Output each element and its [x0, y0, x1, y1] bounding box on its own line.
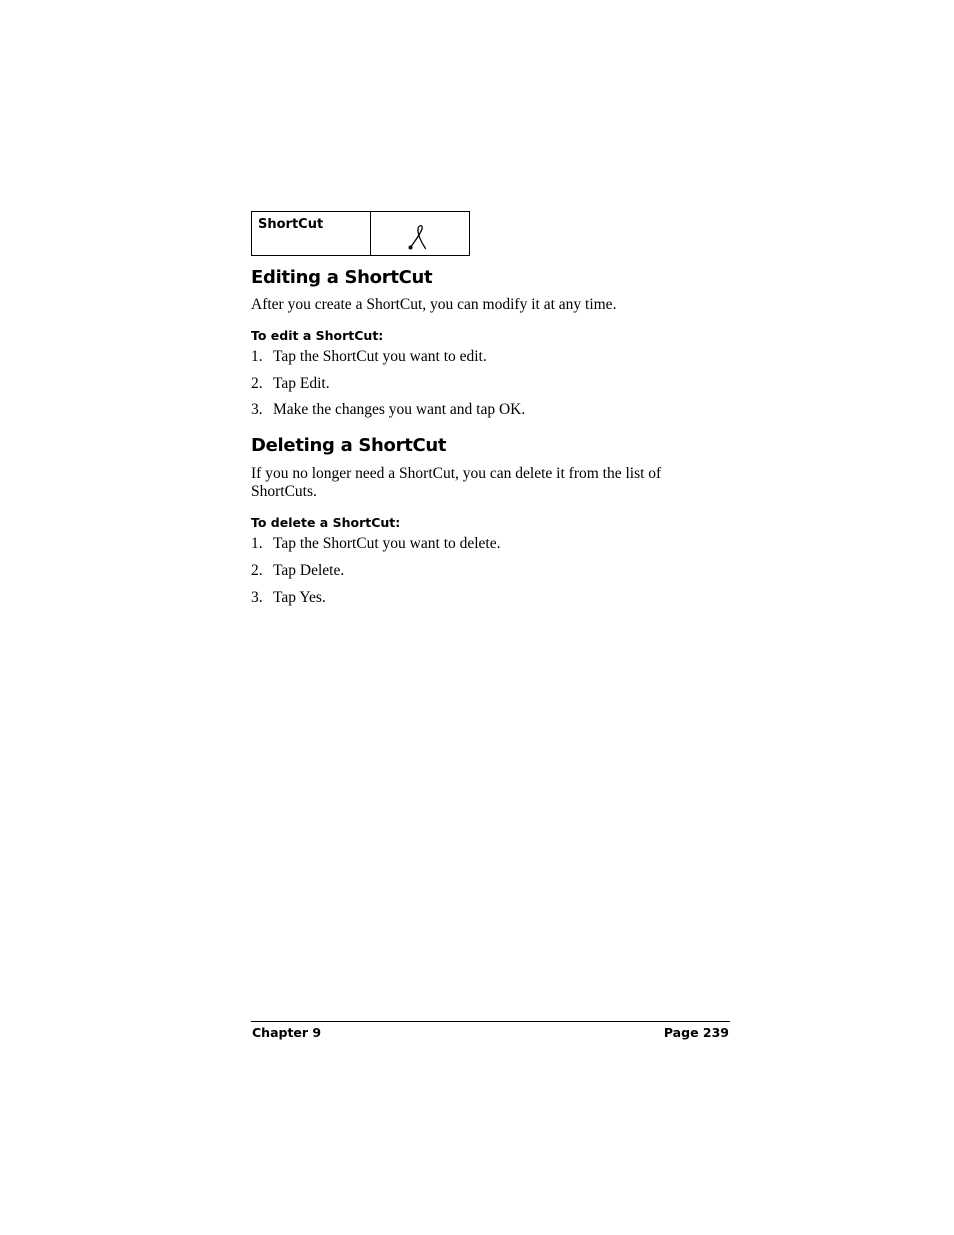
deleting-intro-line1: If you no longer need a ShortCut, you can delete it from the list of	[251, 465, 662, 482]
delete-step	[251, 589, 326, 607]
step-number: 3.	[251, 589, 263, 606]
editing-heading: Editing a ShortCut	[251, 267, 433, 288]
step-text: Tap Edit.	[273, 375, 330, 392]
step-number: 3.	[251, 401, 263, 418]
delete-step	[251, 535, 501, 553]
footer-rule	[251, 1021, 730, 1022]
step-text: Tap Delete.	[273, 562, 345, 579]
delete-step	[251, 562, 344, 580]
edit-step	[251, 401, 525, 419]
edit-step	[251, 375, 330, 393]
deleting-intro-line2: ShortCuts.	[251, 483, 317, 500]
delete-procedure-title: To delete a ShortCut:	[251, 515, 401, 530]
footer-chapter: Chapter 9	[252, 1025, 322, 1040]
shortcut-label: ShortCut	[252, 212, 371, 255]
shortcut-stroke-table	[251, 211, 470, 256]
edit-step	[251, 348, 487, 366]
footer-page-number: Page 239	[663, 1025, 729, 1040]
edit-procedure-title: To edit a ShortCut:	[251, 328, 384, 343]
editing-intro: After you create a ShortCut, you can modify it at any time.	[251, 296, 617, 313]
step-number: 1.	[251, 348, 263, 365]
step-text: Make the changes you want and tap OK.	[273, 401, 526, 418]
step-number: 2.	[251, 562, 263, 579]
step-number: 1.	[251, 535, 263, 552]
shortcut-stroke-cell	[371, 212, 469, 255]
step-text: Tap the ShortCut you want to edit.	[273, 348, 487, 365]
shortcut-graffiti-stroke-icon	[407, 223, 429, 251]
step-text: Tap Yes.	[273, 589, 326, 606]
step-text: Tap the ShortCut you want to delete.	[273, 535, 501, 552]
deleting-heading: Deleting a ShortCut	[251, 435, 447, 456]
step-number: 2.	[251, 375, 263, 392]
